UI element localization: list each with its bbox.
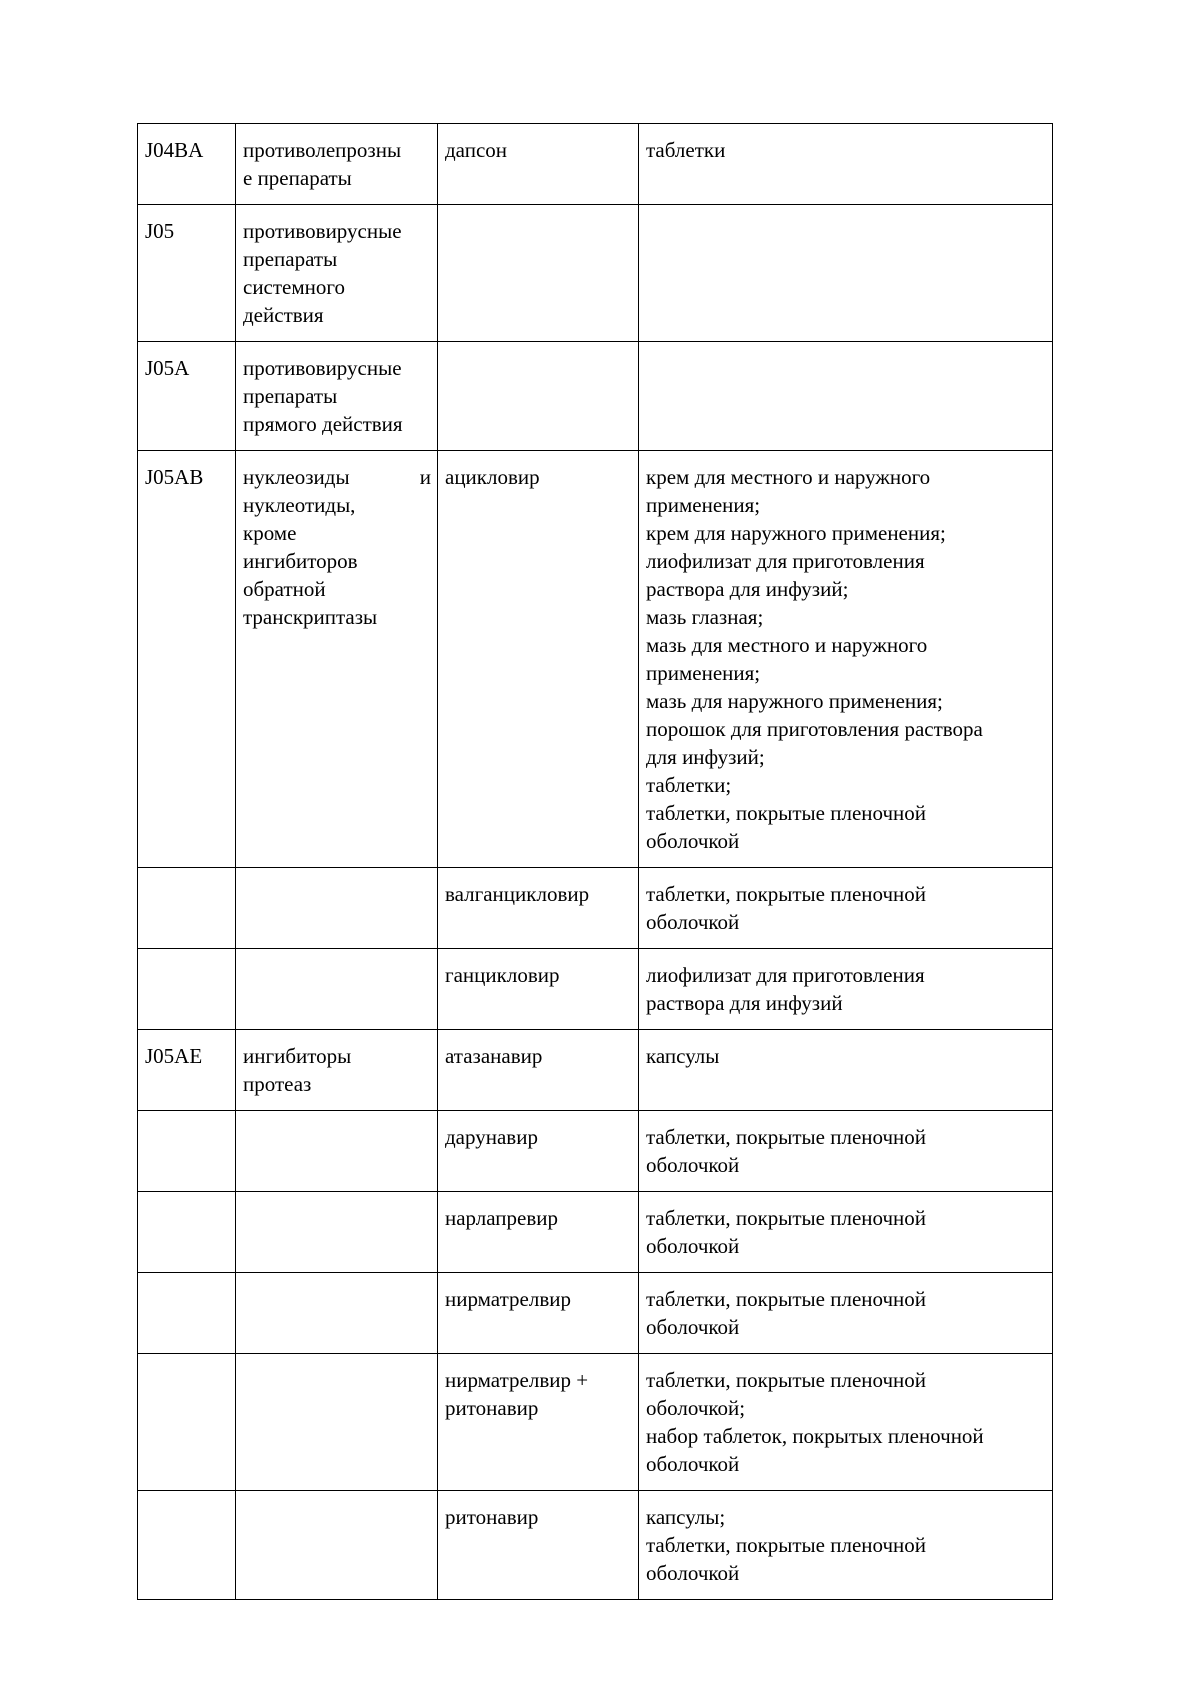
group-name-cell (236, 1273, 438, 1354)
dosage-forms-cell: капсулы; таблетки, покрытые пленочной оболочкой (639, 1491, 1053, 1600)
dosage-forms-cell: таблетки, покрытые пленочной оболочкой (639, 868, 1053, 949)
table-row (138, 868, 1053, 949)
atc-code-cell: J05AB (138, 451, 236, 868)
table-row (138, 342, 1053, 451)
dosage-forms-cell (639, 342, 1053, 451)
table-row (138, 451, 1053, 868)
group-name-cell: противовирусные препараты прямого действия (236, 342, 438, 451)
atc-code-cell: J04BA (138, 124, 236, 205)
atc-code-cell (138, 949, 236, 1030)
group-name-cell (236, 1491, 438, 1600)
drug-name-cell: ганцикловир (438, 949, 639, 1030)
drug-name-cell: дапсон (438, 124, 639, 205)
group-name-cell: противолепрозны е препараты (236, 124, 438, 205)
table-row (138, 1192, 1053, 1273)
group-name-cell (236, 868, 438, 949)
group-name-cell (236, 1192, 438, 1273)
dosage-forms-cell: таблетки (639, 124, 1053, 205)
atc-code-cell (138, 868, 236, 949)
atc-code-cell: J05 (138, 205, 236, 342)
dosage-forms-cell: лиофилизат для приготовления раствора для инфузий (639, 949, 1053, 1030)
table-row (138, 1111, 1053, 1192)
table-row (138, 1354, 1053, 1491)
atc-code-cell: J05AE (138, 1030, 236, 1111)
atc-code-cell (138, 1354, 236, 1491)
drug-name-cell: ритонавир (438, 1491, 639, 1600)
atc-code-cell (138, 1273, 236, 1354)
table-row (138, 205, 1053, 342)
table-body (138, 124, 1053, 1600)
group-name-cell (236, 1354, 438, 1491)
dosage-forms-cell: капсулы (639, 1030, 1053, 1111)
drug-name-cell (438, 205, 639, 342)
drug-name-cell: валганцикловир (438, 868, 639, 949)
group-first-line: нуклеозиды и (243, 465, 431, 489)
group-name-cell: ингибиторы протеаз (236, 1030, 438, 1111)
dosage-forms-cell (639, 205, 1053, 342)
table-row (138, 124, 1053, 205)
dosage-forms-cell: таблетки, покрытые пленочной оболочкой (639, 1111, 1053, 1192)
group-name-cell: нуклеозиды и нуклеотиды, кроме ингибиторов обратной транскриптазы (236, 451, 438, 868)
atc-code-cell: J05A (138, 342, 236, 451)
dosage-forms-cell: таблетки, покрытые пленочной оболочкой (639, 1273, 1053, 1354)
drug-name-cell: атазанавир (438, 1030, 639, 1111)
table-row (138, 1491, 1053, 1600)
table-row (138, 949, 1053, 1030)
table-row (138, 1273, 1053, 1354)
group-name-cell (236, 949, 438, 1030)
table-row (138, 1030, 1053, 1111)
drug-name-cell: дарунавир (438, 1111, 639, 1192)
atc-code-cell (138, 1111, 236, 1192)
dosage-forms-cell: таблетки, покрытые пленочной оболочкой; набор таблеток, покрытых пленочной оболочкой (639, 1354, 1053, 1491)
dosage-forms-cell: крем для местного и наружного применения; крем для наружного применения; лиофилизат для приготовления раствора для инфузий; мазь глазная; мазь для местного и наружного применения; мазь для наружного применения; порошок для приготовления раствора для инфузий; таблетки; таблетки, покрытые пленочной оболочкой (639, 451, 1053, 868)
atc-code-cell (138, 1192, 236, 1273)
group-name-cell: противовирусные препараты системного действия (236, 205, 438, 342)
group-name-cell (236, 1111, 438, 1192)
drug-classification-table (137, 123, 1053, 1600)
atc-code-cell (138, 1491, 236, 1600)
dosage-forms-cell: таблетки, покрытые пленочной оболочкой (639, 1192, 1053, 1273)
drug-name-cell (438, 342, 639, 451)
drug-name-cell: нирматрелвир (438, 1273, 639, 1354)
drug-name-cell: нирматрелвир + ритонавир (438, 1354, 639, 1491)
drug-name-cell: ацикловир (438, 451, 639, 868)
drug-name-cell: нарлапревир (438, 1192, 639, 1273)
